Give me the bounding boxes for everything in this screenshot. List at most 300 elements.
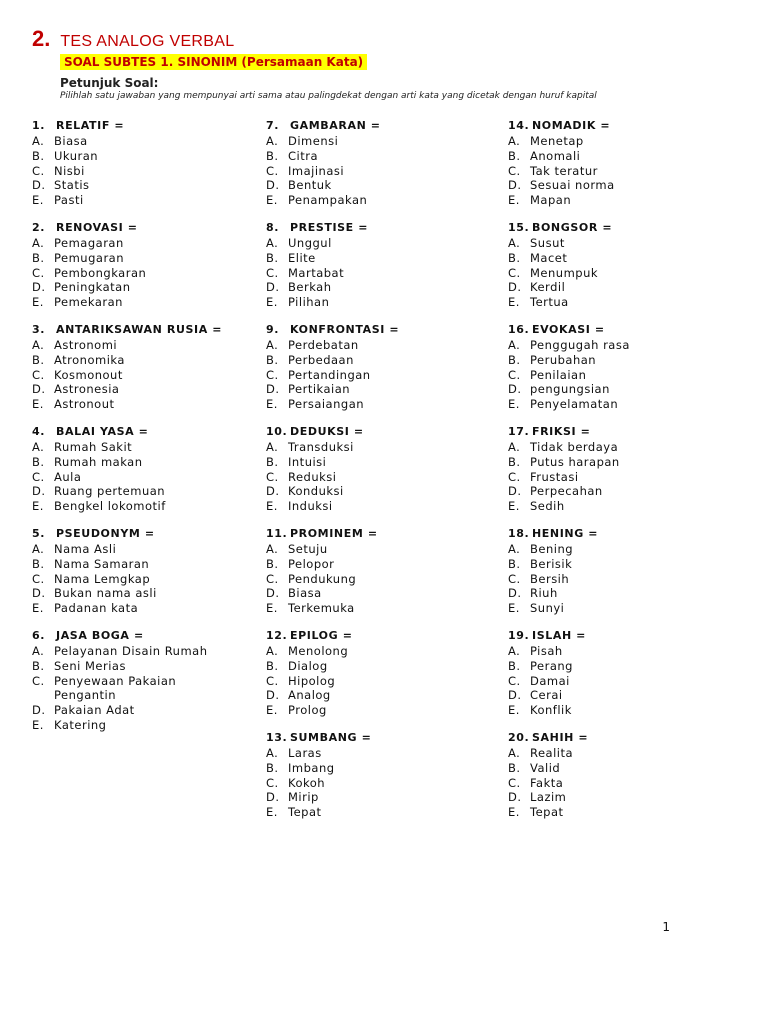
answer-option (508, 572, 748, 587)
option-text: Pakaian Adat (54, 703, 135, 718)
answer-option (266, 586, 506, 601)
option-text: Pelopor (288, 556, 335, 571)
answer-option (32, 397, 272, 412)
option-letter: D. (266, 484, 280, 499)
answer-option (266, 557, 506, 572)
option-text: Setuju (288, 541, 328, 556)
option-text: Nisbi (54, 163, 85, 178)
question-number: 1. (32, 119, 46, 132)
option-text: Tidak berdaya (530, 439, 619, 454)
answer-option (508, 236, 748, 251)
option-text: Laras (288, 745, 322, 760)
answer-option (508, 586, 748, 601)
answer-option (32, 236, 272, 251)
option-letter: C. (508, 775, 521, 790)
option-letter (32, 688, 54, 703)
answer-option (266, 790, 506, 805)
question-block (32, 322, 272, 412)
question-number: 8. (266, 220, 280, 234)
answer-option (32, 644, 272, 659)
answer-option (266, 455, 506, 470)
question-number: 18. (508, 526, 530, 540)
answer-option (266, 397, 506, 412)
option-text: Damai (530, 673, 570, 688)
option-letter: D. (266, 586, 280, 601)
answer-option (32, 484, 272, 499)
option-text: Pasti (54, 193, 84, 208)
option-text: Sesuai norma (530, 178, 615, 193)
answer-option (32, 295, 272, 310)
option-letter: C. (508, 265, 521, 280)
option-text: Penyelamatan (530, 397, 619, 412)
option-letter: C. (508, 673, 521, 688)
option-letter: D. (266, 280, 280, 295)
option-letter: C. (266, 571, 279, 586)
question-number: 3. (32, 322, 46, 336)
option-letter: C. (32, 367, 45, 382)
answer-option (266, 470, 506, 485)
page-number: 1 (662, 920, 670, 934)
option-text: Rumah Sakit (54, 439, 133, 454)
answer-option (508, 280, 748, 295)
option-letter: C. (266, 367, 279, 382)
question-title (508, 730, 748, 746)
answer-option (266, 440, 506, 455)
answer-option (266, 499, 506, 514)
option-text: Pertikaian (288, 382, 351, 397)
option-text: Pilihan (288, 295, 330, 310)
answer-option (266, 134, 506, 149)
option-letter: A. (266, 745, 279, 760)
option-text: Prolog (288, 703, 327, 718)
answer-option (266, 659, 506, 674)
option-letter: A. (508, 235, 521, 250)
option-text: Unggul (288, 235, 332, 250)
option-text: Pendukung (288, 571, 357, 586)
option-text: Nama Lemgkap (54, 571, 151, 586)
question-number: 9. (266, 322, 280, 336)
option-letter: E. (32, 397, 44, 412)
option-letter: A. (266, 439, 279, 454)
option-text: Astronomi (54, 337, 118, 352)
option-letter: B. (266, 556, 279, 571)
question-number: 7. (266, 119, 280, 132)
answer-option (266, 761, 506, 776)
section-number: 2. (32, 26, 51, 51)
answer-option (32, 382, 272, 397)
question-block (508, 730, 748, 820)
option-text: Pelayanan Disain Rumah (54, 643, 208, 658)
option-letter: A. (32, 643, 45, 658)
option-text: Tak teratur (530, 163, 598, 178)
option-letter: C. (266, 163, 279, 178)
answer-option (266, 236, 506, 251)
answer-option (266, 164, 506, 179)
option-letter: A. (266, 643, 279, 658)
option-text: Imajinasi (288, 163, 345, 178)
answer-option (32, 499, 272, 514)
option-text: Citra (288, 148, 319, 163)
answer-option (508, 295, 748, 310)
question-title (266, 118, 506, 134)
answer-option (32, 688, 272, 703)
answer-option (32, 280, 272, 295)
option-text: Putus harapan (530, 454, 620, 469)
question-word: NOMADIK = (532, 119, 611, 132)
answer-option (508, 149, 748, 164)
option-text: Penyewaan Pakaian (54, 673, 177, 688)
question-number: 17. (508, 424, 530, 438)
option-letter: A. (32, 235, 45, 250)
option-letter: D. (508, 280, 522, 295)
answer-option (266, 746, 506, 761)
answer-option (508, 659, 748, 674)
option-letter: B. (32, 454, 45, 469)
question-word: PRESTISE = (290, 220, 369, 234)
option-letter: B. (508, 250, 521, 265)
question-title (32, 118, 272, 134)
answer-option (266, 251, 506, 266)
answer-option (266, 266, 506, 281)
question-title (266, 220, 506, 236)
option-letter: E. (32, 295, 44, 310)
question-title (32, 322, 272, 338)
answer-option (266, 776, 506, 791)
option-text: Padanan kata (54, 601, 139, 616)
question-word: ANTARIKSAWAN RUSIA = (56, 322, 223, 336)
question-title (508, 322, 748, 338)
option-text: Ukuran (54, 148, 99, 163)
question-block (508, 220, 748, 310)
question-title (266, 526, 506, 542)
answer-option (32, 659, 272, 674)
answer-option (32, 266, 272, 281)
option-letter: B. (508, 454, 521, 469)
question-number: 6. (32, 628, 46, 642)
option-text: Ruang pertemuan (54, 484, 166, 499)
option-letter: D. (32, 703, 46, 718)
question-word: RELATIF = (56, 119, 125, 132)
option-letter: E. (32, 601, 44, 616)
answer-option (508, 178, 748, 193)
question-number: 4. (32, 424, 46, 438)
question-number: 12. (266, 628, 288, 642)
question-column-2 (266, 118, 506, 832)
option-letter: D. (266, 688, 280, 703)
question-word: PSEUDONYM = (56, 526, 155, 540)
option-text: Induksi (288, 499, 333, 514)
answer-option (266, 368, 506, 383)
question-number: 11. (266, 526, 288, 540)
option-text: Biasa (288, 586, 322, 601)
option-text: Sedih (530, 499, 565, 514)
question-word: GAMBARAN = (290, 119, 381, 132)
answer-option (508, 266, 748, 281)
question-title (32, 424, 272, 440)
option-letter: E. (508, 397, 520, 412)
question-number: 19. (508, 628, 530, 642)
answer-option (266, 149, 506, 164)
option-letter: A. (32, 337, 45, 352)
option-text: Realita (530, 745, 574, 760)
option-text: Katering (54, 717, 107, 732)
question-block (508, 526, 748, 616)
option-letter: C. (266, 265, 279, 280)
answer-option (266, 338, 506, 353)
option-letter: D. (508, 178, 522, 193)
question-word: ISLAH = (532, 628, 586, 642)
option-text: Dialog (288, 658, 328, 673)
option-letter: C. (508, 469, 521, 484)
option-text: Pemugaran (54, 250, 125, 265)
option-letter: E. (508, 193, 520, 208)
question-word: RENOVASI = (56, 220, 138, 234)
option-text: Tepat (530, 805, 564, 820)
option-text: Tepat (288, 805, 322, 820)
question-number: 2. (32, 220, 46, 234)
question-word: EPILOG = (290, 628, 353, 642)
option-letter: B. (508, 352, 521, 367)
answer-option (508, 688, 748, 703)
question-block (266, 424, 506, 514)
option-letter: B. (266, 352, 279, 367)
option-text: Berkah (288, 280, 332, 295)
answer-option (508, 368, 748, 383)
option-text: Valid (530, 760, 561, 775)
question-word: BALAI YASA = (56, 424, 149, 438)
answer-option (266, 178, 506, 193)
option-text: Bukan nama asli (54, 586, 157, 601)
option-text: Perpecahan (530, 484, 603, 499)
option-letter: B. (32, 148, 45, 163)
answer-option (32, 557, 272, 572)
option-text: Macet (530, 250, 568, 265)
answer-option (508, 440, 748, 455)
instruction-text: Pilihlah satu jawaban yang mempunyai arti sama atau palingdekat dengan arti kata yang dicetak dengan huruf kapital (60, 91, 597, 101)
answer-option (508, 484, 748, 499)
option-text: Analog (288, 688, 331, 703)
option-text: Kosmonout (54, 367, 123, 382)
option-text: Mapan (530, 193, 572, 208)
question-block (266, 628, 506, 718)
question-block (32, 220, 272, 310)
option-text: Bening (530, 541, 574, 556)
question-block (32, 628, 272, 733)
question-title (508, 220, 748, 236)
answer-option (508, 134, 748, 149)
option-letter: C. (266, 775, 279, 790)
answer-option (266, 703, 506, 718)
option-text: Pisah (530, 643, 563, 658)
option-letter: D. (266, 382, 280, 397)
option-letter: B. (508, 658, 521, 673)
option-letter: B. (32, 556, 45, 571)
answer-option (508, 776, 748, 791)
option-text: Bentuk (288, 178, 332, 193)
option-letter: C. (266, 469, 279, 484)
answer-option (32, 455, 272, 470)
option-letter: E. (508, 295, 520, 310)
answer-option (32, 703, 272, 718)
answer-option (266, 542, 506, 557)
option-letter: D. (266, 790, 280, 805)
option-text: Statis (54, 178, 90, 193)
answer-option (508, 542, 748, 557)
option-letter: E. (32, 193, 44, 208)
option-letter: E. (266, 193, 278, 208)
option-text: Persaiangan (288, 397, 365, 412)
option-letter: B. (266, 250, 279, 265)
option-letter: B. (32, 250, 45, 265)
option-letter: B. (266, 658, 279, 673)
option-letter: A. (508, 337, 521, 352)
option-text: Kokoh (288, 775, 326, 790)
option-text: Sunyi (530, 601, 565, 616)
question-title (266, 424, 506, 440)
option-text: Biasa (54, 134, 88, 148)
answer-option (32, 586, 272, 601)
answer-option (32, 718, 272, 733)
answer-option (508, 338, 748, 353)
option-text: pengungsian (530, 382, 610, 397)
question-title (266, 730, 506, 746)
option-letter: D. (32, 484, 46, 499)
answer-option (32, 338, 272, 353)
option-letter: B. (508, 556, 521, 571)
answer-option (508, 470, 748, 485)
answer-option (32, 542, 272, 557)
answer-option (508, 382, 748, 397)
question-title (32, 220, 272, 236)
option-letter: B. (32, 658, 45, 673)
answer-option (32, 353, 272, 368)
answer-option (266, 572, 506, 587)
answer-option (266, 688, 506, 703)
answer-option (508, 557, 748, 572)
option-text: Transduksi (288, 439, 354, 454)
option-text: Nama Asli (54, 541, 117, 556)
option-text: Tertua (530, 295, 569, 310)
option-text: Bengkel lokomotif (54, 499, 166, 514)
option-text: Atronomika (54, 352, 125, 367)
option-text: Perang (530, 658, 573, 673)
answer-option (508, 601, 748, 616)
option-letter: E. (508, 601, 520, 616)
option-letter: A. (32, 439, 45, 454)
question-block (266, 220, 506, 310)
answer-option (32, 601, 272, 616)
answer-option (508, 193, 748, 208)
answer-option (508, 674, 748, 689)
question-block (266, 526, 506, 616)
answer-option (266, 484, 506, 499)
question-number: 16. (508, 322, 530, 336)
option-text: Pemagaran (54, 235, 124, 250)
question-title (266, 322, 506, 338)
option-letter: C. (32, 469, 45, 484)
option-letter: A. (508, 745, 521, 760)
option-text: Seni Merias (54, 658, 126, 673)
option-letter: D. (508, 484, 522, 499)
option-text: Hipolog (288, 673, 336, 688)
answer-option (508, 790, 748, 805)
option-text: Aula (54, 469, 82, 484)
option-text: Penggugah rasa (530, 337, 630, 352)
option-letter: B. (266, 148, 279, 163)
answer-option (266, 601, 506, 616)
option-text: Perbedaan (288, 352, 354, 367)
section-title: TES ANALOG VERBAL (60, 33, 235, 50)
option-text: Rumah makan (54, 454, 143, 469)
answer-option (32, 572, 272, 587)
option-letter: D. (32, 178, 46, 193)
option-letter: B. (266, 760, 279, 775)
option-letter: D. (508, 382, 522, 397)
option-letter: E. (32, 717, 44, 732)
option-text: Pembongkaran (54, 265, 147, 280)
question-word: DEDUKSI = (290, 424, 364, 438)
question-block (266, 730, 506, 820)
question-block (32, 526, 272, 616)
option-letter: D. (508, 790, 522, 805)
question-block (32, 424, 272, 514)
option-text: Menolong (288, 643, 349, 658)
answer-option (32, 178, 272, 193)
answer-option (32, 674, 272, 689)
question-word: PROMINEM = (290, 526, 378, 540)
answer-option (266, 674, 506, 689)
option-text: Kerdil (530, 280, 566, 295)
option-text: Frustasi (530, 469, 579, 484)
option-letter: A. (508, 541, 521, 556)
option-letter: D. (508, 688, 522, 703)
question-title (508, 526, 748, 542)
question-number: 13. (266, 730, 288, 744)
question-block (266, 322, 506, 412)
question-block (266, 118, 506, 208)
question-title (508, 424, 748, 440)
answer-option (508, 353, 748, 368)
option-text: Perdebatan (288, 337, 359, 352)
question-number: 15. (508, 220, 530, 234)
option-text: Terkemuka (288, 601, 355, 616)
option-letter: D. (266, 178, 280, 193)
answer-option (508, 499, 748, 514)
question-column-3 (508, 118, 748, 832)
answer-option (266, 353, 506, 368)
answer-option (266, 382, 506, 397)
option-text: Berisik (530, 556, 573, 571)
option-letter: E. (508, 805, 520, 820)
option-letter: E. (266, 601, 278, 616)
option-letter: C. (508, 367, 521, 382)
question-number: 5. (32, 526, 46, 540)
option-letter: A. (508, 643, 521, 658)
option-text: Astronesia (54, 382, 120, 397)
question-word: EVOKASI = (532, 322, 605, 336)
option-text: Dimensi (288, 134, 339, 148)
question-number: 10. (266, 424, 288, 438)
option-text: Penampakan (288, 193, 368, 208)
answer-option (32, 193, 272, 208)
question-title (508, 628, 748, 644)
option-text: Pemekaran (54, 295, 123, 310)
option-text: Fakta (530, 775, 564, 790)
option-text: Martabat (288, 265, 345, 280)
option-letter: A. (266, 337, 279, 352)
question-word: SUMBANG = (290, 730, 372, 744)
option-letter: D. (32, 280, 46, 295)
